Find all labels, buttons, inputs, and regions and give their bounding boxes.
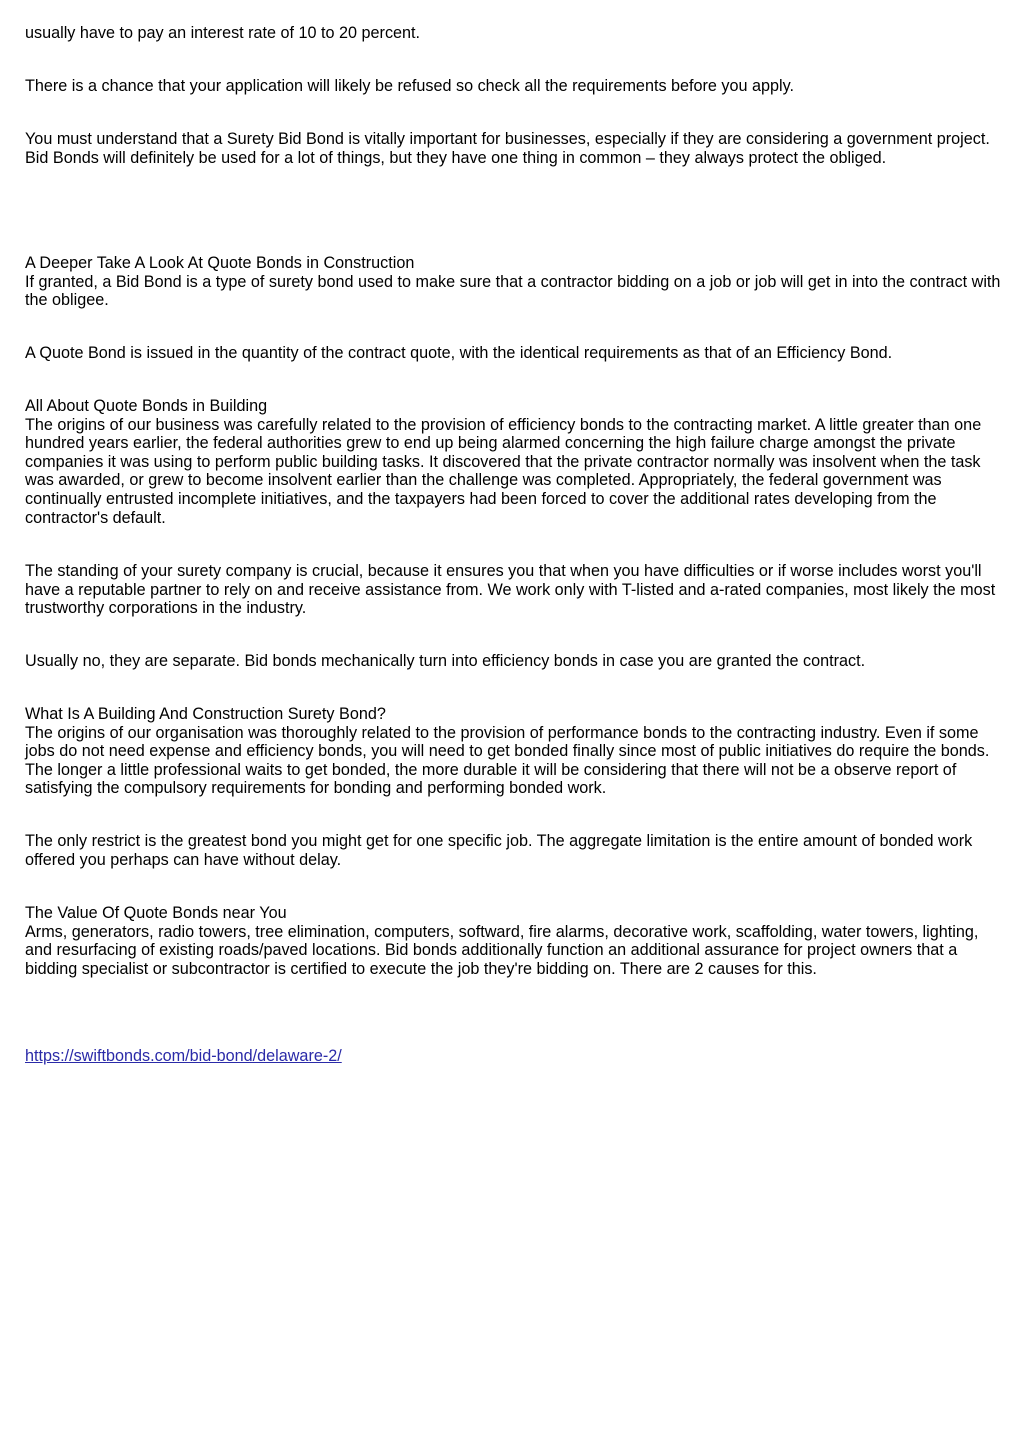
section-body: If granted, a Bid Bond is a type of surety bond used to make sure that a contractor bidding on a job or job will get in into the contract with the obligee. [25, 272, 1001, 310]
paragraph-interest-rate: usually have to pay an interest rate of 10 to 20 percent. [25, 24, 421, 42]
link-paragraph [25, 1047, 1001, 1066]
paragraph-surety-standing: The standing of your surety company is crucial, because it ensures you that when you have difficulties or if worse includes worst you'll have a reputable partner to rely on and receive assistance from. We work only with T-listed and a-rated companies, most likely the most trustworthy corporations in the industry. [25, 562, 996, 618]
section-value-of [25, 904, 1001, 978]
paragraph-only-restrict: The only restrict is the greatest bond you might get for one specific job. The aggregate limitation is the entire amount of bonded work offered you perhaps can have without delay. [25, 832, 973, 869]
paragraph-surety-bid-bond: You must understand that a Surety Bid Bond is vitally important for businesses, especially if they are considering a government project. Bid Bonds will definitely be used for a lot of things, but they have one thing in common – they always protect the obliged. [25, 130, 990, 167]
section-heading: All About Quote Bonds in Building [25, 397, 268, 415]
paragraph-usually-separate: Usually no, they are separate. Bid bonds mechanically turn into efficiency bonds in case you are granted the contract. [25, 652, 866, 670]
paragraph-quote-bond-issued: A Quote Bond is issued in the quantity of the contract quote, with the identical requirements as that of an Efficiency Bond. [25, 344, 893, 362]
paragraph-application-refused: There is a chance that your application will likely be refused so check all the requirements before you apply. [25, 77, 795, 95]
section-heading: What Is A Building And Construction Surety Bond? [25, 705, 386, 723]
section-all-about [25, 397, 1001, 527]
source-link[interactable]: https://swiftbonds.com/bid-bond/delaware-2/ [25, 1047, 342, 1065]
section-body: The origins of our organisation was thoroughly related to the provision of performance bonds to the contracting industry. Even if some jobs do not need expense and efficiency bonds, you will need to get bonded finally since most of public initiatives do require the bonds. The longer a little professional waits to get bonded, the more durable it will be considering that there will not be a observe report of satisfying the compulsory requirements for bonding and performing bonded work. [25, 723, 990, 798]
section-body: The origins of our business was carefully related to the provision of efficiency bonds to the contracting market. A little greater than one hundred years earlier, the federal authorities grew to end up being alarmed concerning the high failure charge amongst the private companies it was using to perform public building tasks. It discovered that the private contractor normally was insolvent when the task was awarded, or grew to become insolvent earlier than the challenge was completed. Appropriately, the federal government was continually entrusted incomplete initiatives, and the taxpayers had been forced to cover the additional rates developing from the contractor's default. [25, 415, 982, 527]
section-heading: The Value Of Quote Bonds near You [25, 904, 287, 922]
section-body: Arms, generators, radio towers, tree elimination, computers, softward, fire alarms, decorative work, scaffolding, water towers, lighting, and resurfacing of existing roads/paved locations. Bid bonds additionally function an additional assurance for project owners that a bidding specialist or subcontractor is certified to execute the job they're bidding on. There are 2 causes for this. [25, 922, 979, 978]
section-what-is [25, 705, 1001, 798]
section-deeper-look [25, 254, 1001, 310]
section-heading: A Deeper Take A Look At Quote Bonds in Construction [25, 254, 415, 272]
